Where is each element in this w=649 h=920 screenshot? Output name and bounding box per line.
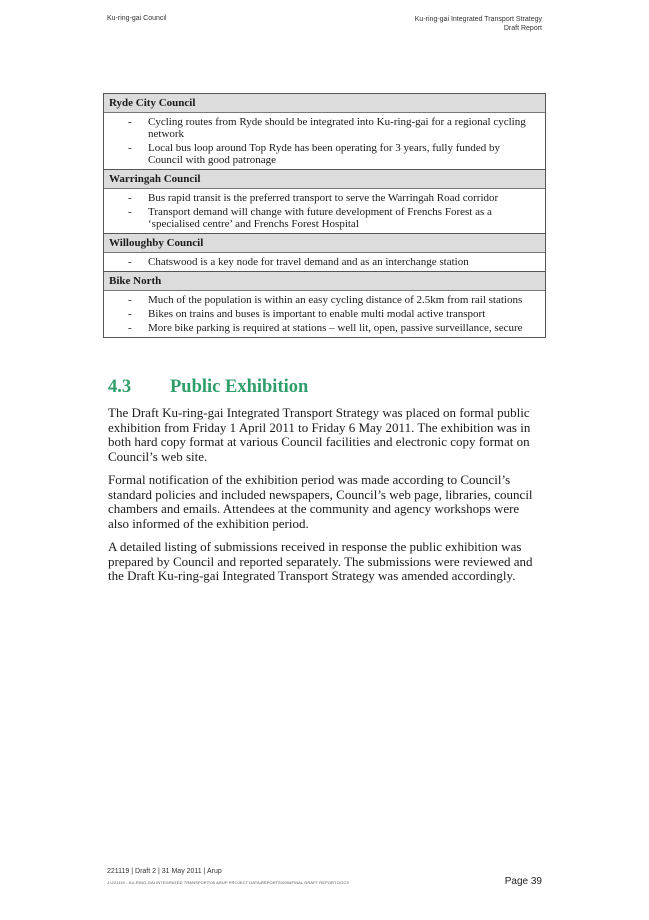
list-item-text: Chatswood is a key node for travel demand and as an interchange station	[148, 256, 469, 268]
body-paragraph: The Draft Ku-ring-gai Integrated Transport Strategy was placed on formal public exhibition from Friday 1 April 2011 to Friday 6 May 2011. The exhibition was in both hard copy format at various Council facilities and electronic copy format on Council’s web site.	[108, 405, 531, 464]
list-item	[104, 294, 545, 306]
bullet-dash: -	[128, 142, 132, 154]
footer-reference: 221119 | Draft 2 | 31 May 2011 | Arup	[107, 868, 222, 875]
section-heading	[108, 377, 308, 398]
bullet-dash: -	[128, 322, 132, 334]
body-paragraph: A detailed listing of submissions received in response the public exhibition was prepared by Council and reported separately. The submissions were reviewed and the Draft Ku-ring-gai Integrated Transport Strategy was amended accordingly.	[108, 539, 533, 583]
header-organization: Ku-ring-gai Council	[107, 15, 167, 22]
list-item	[104, 308, 545, 320]
list-item-text: Bikes on trains and buses is important to enable multi modal active transport	[148, 308, 486, 320]
list-item	[104, 142, 545, 166]
list-item	[104, 256, 545, 268]
list-item-text: Local bus loop around Top Ryde has been operating for 3 years, fully funded by Council with good patronage	[148, 142, 501, 166]
list-item-text: Cycling routes from Ryde should be integrated into Ku-ring-gai for a regional cycling network	[148, 116, 526, 140]
list-item	[104, 192, 545, 204]
group-heading: Willoughby Council	[104, 234, 545, 253]
bullet-dash: -	[128, 192, 132, 204]
feedback-table	[103, 93, 546, 338]
header-title-line: Ku-ring-gai Integrated Transport Strategy	[414, 16, 542, 23]
table-group	[104, 94, 545, 170]
group-heading: Warringah Council	[104, 170, 545, 189]
list-item-text: More bike parking is required at stations – well lit, open, passive surveillance, secure	[148, 322, 523, 334]
list-item-text: Transport demand will change with future development of Frenchs Forest as a ‘specialised centre’ and Frenchs Forest Hospital	[148, 206, 492, 230]
bullet-dash: -	[128, 206, 132, 218]
table-group	[104, 272, 545, 337]
bullet-dash: -	[128, 294, 132, 306]
table-group	[104, 234, 545, 272]
group-heading: Ryde City Council	[104, 94, 545, 113]
body-paragraph: Formal notification of the exhibition period was made according to Council’s standard policies and included newspapers, Council’s web page, libraries, council chambers and emails. Attendees at the community and agency workshops were also informed of the exhibition period.	[108, 472, 533, 531]
footer-file-path: J:\221119 - KU-RING-GAI INTEGRATED TRANSPORT\05 ARUP PROJECT DATA\REPORTS\0006FINAL DRAFT REPORT.DOCX	[107, 880, 350, 885]
header-document-title	[415, 15, 542, 33]
list-item-text: Bus rapid transit is the preferred transport to serve the Warringah Road corridor	[148, 192, 499, 204]
section-title: Public Exhibition	[170, 377, 309, 397]
list-item	[104, 206, 545, 230]
list-item	[104, 116, 545, 140]
group-items	[104, 113, 545, 170]
list-item	[104, 322, 545, 334]
page-number: Page 39	[504, 876, 542, 887]
table-group	[104, 170, 545, 234]
header-subtitle-line: Draft Report	[503, 25, 542, 32]
list-item-text: Much of the population is within an easy cycling distance of 2.5km from rail stations	[148, 294, 523, 306]
group-heading: Bike North	[104, 272, 545, 291]
group-items	[104, 291, 545, 337]
group-items	[104, 253, 545, 272]
section-number: 4.3	[108, 377, 132, 397]
bullet-dash: -	[128, 116, 132, 128]
bullet-dash: -	[128, 256, 132, 268]
group-items	[104, 189, 545, 234]
bullet-dash: -	[128, 308, 132, 320]
